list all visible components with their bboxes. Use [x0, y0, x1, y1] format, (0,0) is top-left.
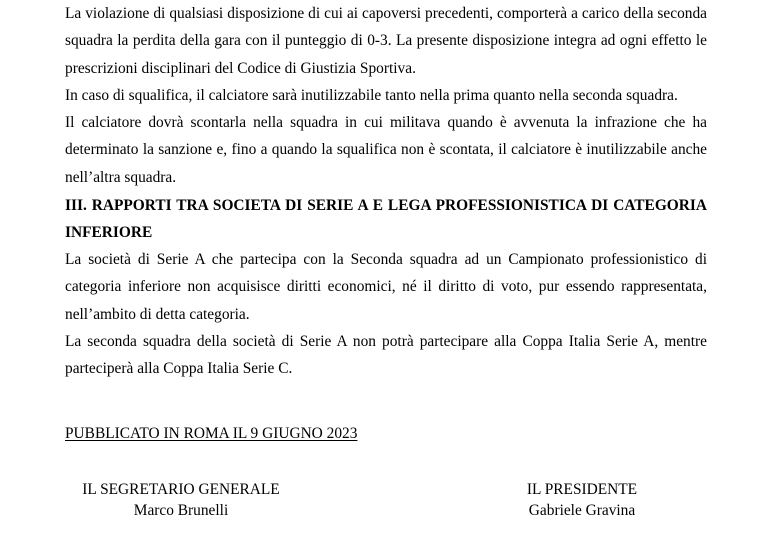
signature-secretary: [78, 479, 284, 521]
paragraph-block-bottom: [65, 246, 707, 382]
president-title: IL PRESIDENTE: [526, 481, 638, 498]
publication-line: PUBBLICATO IN ROMA IL 9 GIUGNO 2023: [65, 425, 358, 442]
paragraph-squalifica: In caso di squalifica, il calciatore sarà inutilizzabile tanto nella prima quanto nella seconda squadra.: [65, 86, 678, 104]
paragraph-diritti: La società di Serie A che partecipa con la Seconda squadra ad un Campionato professionistico di categoria inferiore non acquisisce diritti economici, né il diritto di voto, pur essendo rappresentata, nell’ambito di detta categoria.: [65, 251, 707, 323]
section-heading: III. RAPPORTI TRA SOCIETA DI SERIE A E LEGA PROFESSIONISTICA DI CATEGORIA INFERIORE: [65, 197, 707, 241]
signature-president: [517, 479, 647, 521]
paragraph-violazione: La violazione di qualsiasi disposizione di cui ai capoversi precedenti, comporterà a carico della seconda squadra la perdita della gara con il punteggio di 0-3. La presente disposizione integra ad ogni effetto le prescrizioni disciplinari del Codice di Giustizia Sportiva.: [65, 5, 707, 77]
secretary-title: IL SEGRETARIO GENERALE: [82, 481, 280, 498]
paragraph-coppa-italia: La seconda squadra della società di Serie A non potrà partecipare alla Coppa Italia Serie A, mentre parteciperà alla Coppa Italia Serie C.: [65, 332, 707, 378]
paragraph-block-top: [65, 0, 707, 191]
secretary-name: Marco Brunelli: [133, 502, 229, 519]
president-name: Gabriele Gravina: [528, 502, 636, 519]
paragraph-scontare: Il calciatore dovrà scontarla nella squadra in cui militava quando è avvenuta la infrazione che ha determinato la sanzione e, fino a quando la squalifica non è scontata, il calciatore è inutilizzabile anche nell’altra squadra.: [65, 114, 707, 186]
